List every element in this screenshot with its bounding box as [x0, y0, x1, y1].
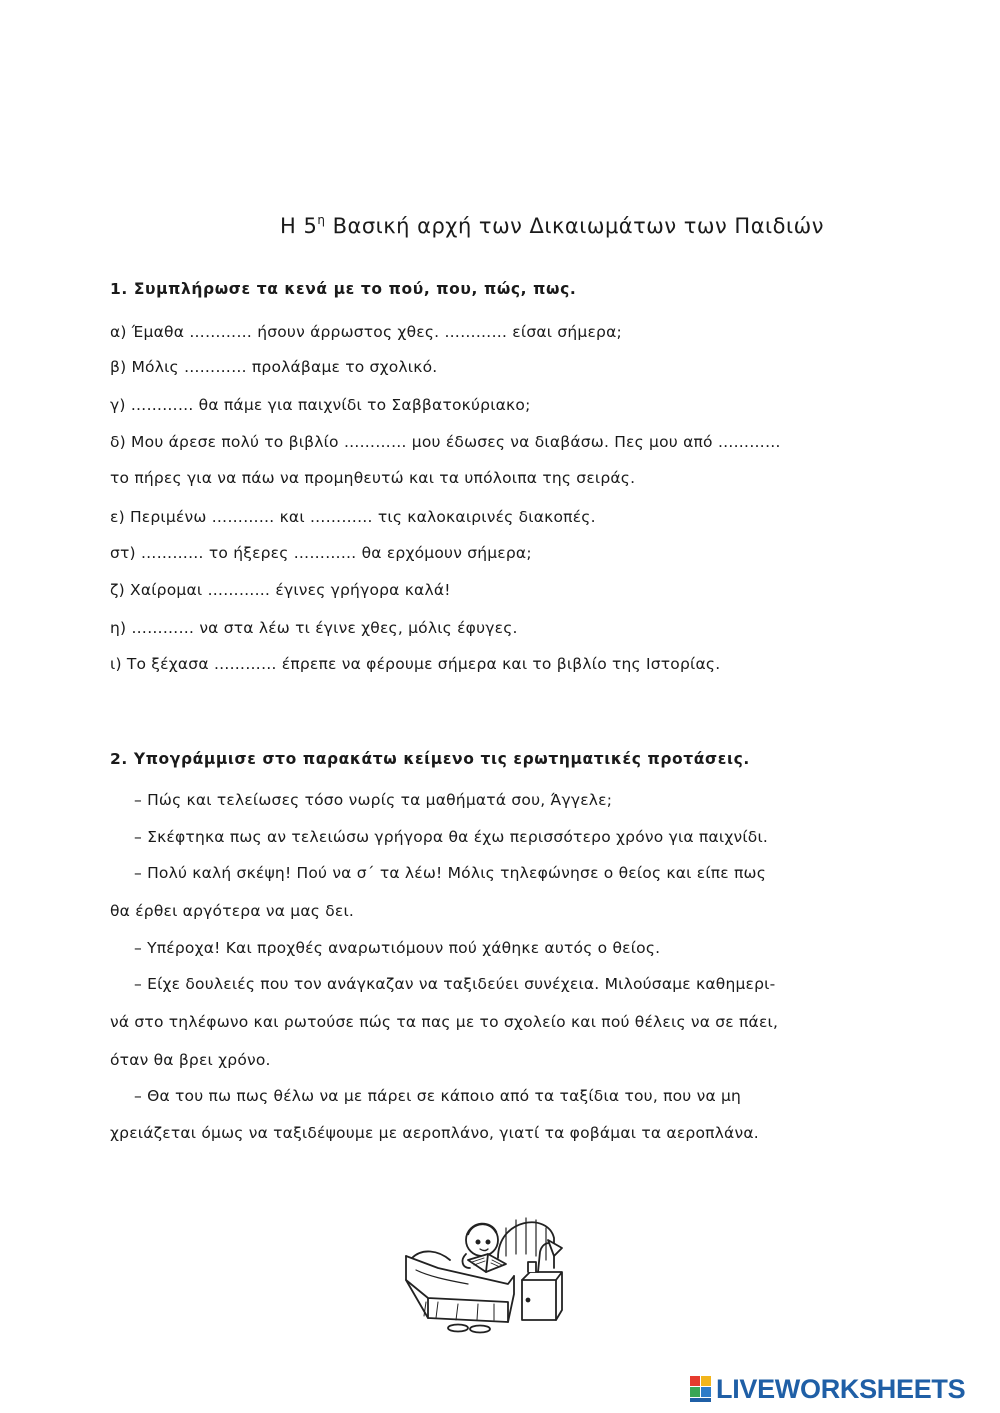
dialogue-line: χρειάζεται όμως να ταξιδέψουμε με αεροπλάνο, γιατί τα φοβάμαι τα αεροπλάνα.: [110, 1124, 759, 1142]
exercise-1-line: στ) ………… το ήξερες ………… θα ερχόμουν σήμερα;: [110, 544, 532, 562]
dialogue-line: – Θα του πω πως θέλω να με πάρει σε κάποιο από τα ταξίδια του, που να μη: [134, 1087, 742, 1105]
title-prefix: Η 5: [280, 214, 318, 238]
title-superscript: η: [317, 213, 326, 227]
dialogue-line: – Πολύ καλή σκέψη! Πού να σ΄ τα λέω! Μόλις τηλεφώνησε ο θείος και είπε πως: [134, 864, 767, 882]
child-reading-in-bed-illustration: [398, 1198, 574, 1334]
dialogue-line: – Είχε δουλειές που τον ανάγκαζαν να ταξιδεύει συνέχεια. Μιλούσαμε καθημερι-: [134, 975, 776, 993]
dialogue-line: – Υπέροχα! Και προχθές αναρωτιόμουν πού χάθηκε αυτός ο θείος.: [134, 939, 661, 957]
page-title: [280, 213, 900, 238]
exercise-1-line: ι) Το ξέχασα ………… έπρεπε να φέρουμε σήμερα και το βιβλίο της Ιστορίας.: [110, 655, 721, 673]
exercise-1-line: β) Μόλις ………… προλάβαμε το σχολικό.: [110, 358, 438, 376]
liveworksheets-logo-text: LIVEWORKSHEETS: [716, 1373, 966, 1404]
dialogue-line: – Πώς και τελείωσες τόσο νωρίς τα μαθήματά σου, Άγγελε;: [134, 791, 613, 809]
exercise-2-heading: 2. Υπογράμμισε στο παρακάτω κείμενο τις ερωτηματικές προτάσεις.: [110, 750, 750, 768]
exercise-1-line: η) ………… να στα λέω τι έγινε χθες, μόλις έφυγες.: [110, 619, 518, 637]
exercise-1-heading: 1. Συμπλήρωσε τα κενά με το πού, που, πώς, πως.: [110, 280, 577, 298]
exercise-1-line: ε) Περιμένω ………… και ………… τις καλοκαιρινές διακοπές.: [110, 508, 596, 526]
title-rest: Βασική αρχή των Δικαιωμάτων των Παιδιών: [325, 214, 824, 238]
liveworksheets-logo-icon: [690, 1376, 712, 1402]
exercise-1-line: α) Έμαθα ………… ήσουν άρρωστος χθες. ………… είσαι σήμερα;: [110, 323, 622, 341]
liveworksheets-logo: [690, 1374, 965, 1404]
dialogue-line: – Σκέφτηκα πως αν τελειώσω γρήγορα θα έχω περισσότερο χρόνο για παιχνίδι.: [134, 828, 769, 846]
exercise-1-line: δ) Μου άρεσε πολύ το βιβλίο ………… μου έδωσες να διαβάσω. Πες μου από …………: [110, 433, 781, 451]
exercise-1-line: το πήρες για να πάω να προμηθευτώ και τα υπόλοιπα της σειράς.: [110, 469, 636, 487]
dialogue-line: νά στο τηλέφωνο και ρωτούσε πώς τα πας με το σχολείο και πού θέλεις να σε πάει,: [110, 1013, 779, 1031]
exercise-1-line: ζ) Χαίρομαι ………… έγινες γρήγορα καλά!: [110, 581, 451, 599]
exercise-1-line: γ) ………… θα πάμε για παιχνίδι το Σαββατοκύριακο;: [110, 396, 531, 414]
dialogue-line: όταν θα βρει χρόνο.: [110, 1051, 271, 1069]
dialogue-line: θα έρθει αργότερα να μας δει.: [110, 902, 355, 920]
